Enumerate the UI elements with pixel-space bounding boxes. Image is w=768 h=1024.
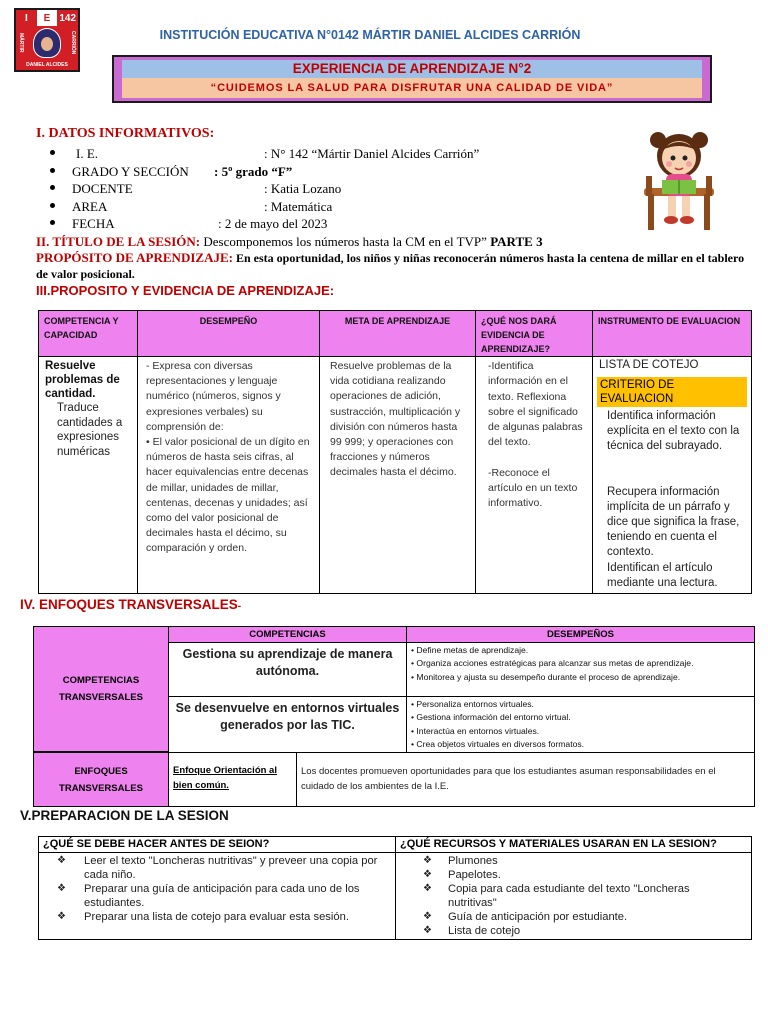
- list-item: ❖ Plumones: [423, 855, 498, 867]
- purpose-evidence-table: [38, 310, 752, 594]
- evidencia-cell: [475, 357, 593, 594]
- enfoques-transversales-label: ENFOQUES TRANSVERSALES: [33, 752, 169, 807]
- session-title-line: [36, 234, 543, 250]
- desempenos-autonoma: [406, 642, 755, 697]
- criterio-item-3: Identifican el artículo mediante una lectura.: [607, 562, 718, 589]
- before-session-list: [39, 854, 385, 924]
- info-label: DOCENTE: [72, 181, 133, 196]
- logo-portrait-icon: [33, 28, 61, 58]
- diamond-bullet-icon: ❖: [423, 911, 432, 922]
- info-value: : Matemática: [264, 199, 333, 214]
- criterio-label: CRITERIO DE EVALUACION: [597, 377, 747, 407]
- session-preparation-table: [38, 836, 752, 940]
- info-value: : N° 142 “Mártir Daniel Alcides Carrión”: [264, 146, 480, 161]
- diamond-bullet-icon: ❖: [57, 855, 66, 866]
- header-before-session: ¿QUÉ SE DEBE HACER ANTES DE SEION?: [39, 837, 395, 853]
- desempenos-tic: [406, 696, 755, 753]
- bullet-icon: [50, 203, 55, 208]
- competencia-cell: [38, 357, 138, 594]
- info-label: FECHA: [72, 216, 115, 231]
- diamond-bullet-icon: ❖: [423, 869, 432, 880]
- competencia-autonoma: Gestiona su aprendizaje de manera autónoma.: [168, 642, 407, 697]
- header-desempenos: DESEMPEÑOS: [406, 626, 755, 643]
- competencias-transversales-label: COMPETENCIAS TRANSVERSALES: [33, 626, 169, 752]
- desempeno-item: • Personaliza entornos virtuales.: [411, 699, 534, 709]
- table-bottom-border: [38, 593, 752, 594]
- desempeno-item: • Gestiona información del entorno virtual.: [411, 712, 571, 723]
- logo-right-text: CARRIÓN: [70, 31, 76, 55]
- desempeno-item: • Organiza acciones estratégicas para alcanzar sus metas de aprendizaje.: [411, 658, 694, 669]
- purpose-paragraph: [36, 250, 752, 282]
- list-item: ❖ Copia para cada estudiante del texto "Loncheras nutritivas": [423, 883, 690, 909]
- session-title-parte: PARTE 3: [490, 234, 543, 249]
- competencia-title: Resuelve problemas de cantidad.: [45, 360, 120, 400]
- transversal-table: [33, 626, 755, 808]
- logo-number: 142: [57, 10, 78, 26]
- list-item: ❖ Preparar una guía de anticipación para cada uno de los estudiantes.: [57, 883, 360, 909]
- list-item: ❖ Leer el texto "Loncheras nutritivas" y preveer una copia por cada niño.: [57, 855, 378, 881]
- header-resources: ¿QUÉ RECURSOS Y MATERIALES USARAN EN LA SESION?: [396, 837, 751, 853]
- competencia-tic: Se desenvuelve en entornos virtuales generados por las TIC.: [168, 696, 407, 753]
- info-value: : 5º grado “F”: [214, 164, 293, 179]
- info-label: I. E.: [76, 146, 99, 161]
- institution-title: INSTITUCIÓN EDUCATIVA N°0142 MÁRTIR DANIEL ALCIDES CARRIÓN: [159, 28, 581, 42]
- experience-title: EXPERIENCIA DE APRENDIZAJE N°2: [122, 60, 702, 78]
- header-evidencia: ¿QUÉ NOS DARÁ EVIDENCIA DE APRENDIZAJE?: [475, 310, 593, 357]
- diamond-bullet-icon: ❖: [423, 925, 432, 936]
- enfoque-name: Enfoque Orientación al bien común.: [168, 752, 297, 807]
- section4-heading-dash: -: [237, 601, 242, 612]
- list-item: ❖ Papelotes.: [423, 869, 501, 881]
- header-desempeno: DESEMPEÑO: [137, 310, 320, 357]
- session-title-label: II. TÍTULO DE LA SESIÓN:: [36, 234, 201, 249]
- criterio-item-1: Identifica información explícita en el texto con la técnica del subrayado.: [607, 410, 740, 452]
- list-item: ❖ Lista de cotejo: [423, 925, 521, 937]
- desempeno-cell: [137, 357, 320, 594]
- desempeno-item: • Define metas de aprendizaje.: [411, 645, 529, 655]
- meta-cell: [319, 357, 476, 594]
- experience-subtitle: “CUIDEMOS LA SALUD PARA DISFRUTAR UNA CALIDAD DE VIDA”: [122, 78, 702, 98]
- desempeno-item: • Interactúa en entornos virtuales.: [411, 725, 540, 736]
- evidencia-text-1: -Identifica información en el texto. Reflexiona sobre el significado de algunas palabras del texto.: [488, 360, 583, 449]
- competencia-text: Traduce cantidades a expresiones numéricas: [57, 402, 123, 458]
- info-value: : Katia Lozano: [264, 181, 342, 196]
- purpose-label: PROPÓSITO DE APRENDIZAJE:: [36, 250, 233, 265]
- desempeno-intro: - Expresa con diversas representaciones y lenguaje numérico (números, signos y expresiones verbales) su comprensión de:: [146, 360, 281, 433]
- resources-list: [396, 854, 736, 938]
- purpose-text: En esta oportunidad, los niños y niñas reconocerán números hasta la centena de millar en el tablero de valor posicional.: [36, 251, 745, 281]
- info-label: GRADO Y SECCIÓN: [72, 164, 189, 179]
- diamond-bullet-icon: ❖: [423, 855, 432, 866]
- bullet-icon: [50, 150, 55, 155]
- logo-left-text: MÁRTIR: [18, 33, 24, 53]
- header-competencias: COMPETENCIAS: [168, 626, 407, 643]
- logo-bottom-text: DANIEL ALCIDES: [16, 60, 78, 70]
- desempeno-item: • Monitorea y ajusta su desempeño durante el proceso de aprendizaje.: [411, 671, 681, 682]
- diamond-bullet-icon: ❖: [57, 911, 66, 922]
- diamond-bullet-icon: ❖: [57, 883, 66, 894]
- desempeno-detail: • El valor posicional de un dígito en números de hasta seis cifras, al hacer equivalencias entre decenas de millar, unidades de millar, centenas, decenas y unidades; así como del valor posicional de decimales hasta el décimo, su comparación y orden.: [146, 436, 310, 555]
- bullet-icon: [50, 185, 55, 190]
- meta-text: Resuelve problemas de la vida cotidiana realizando operaciones de adición, sustracción, multiplicación y división con números hasta 99 999; y operaciones con fracciones y números decimales hasta el décimo.: [330, 360, 461, 479]
- diamond-bullet-icon: ❖: [423, 883, 432, 894]
- section4-heading: [20, 597, 241, 612]
- bullet-icon: [50, 220, 55, 225]
- list-item: ❖ Guía de anticipación por estudiante.: [423, 911, 628, 923]
- desempeno-item: • Crea objetos virtuales en diversos formatos.: [411, 739, 585, 750]
- evidencia-text-2: -Reconoce el artículo en un texto informativo.: [488, 466, 578, 510]
- section4-heading-text: IV. ENFOQUES TRANSVERSALES: [20, 597, 238, 612]
- list-item: ❖ Preparar una lista de cotejo para evaluar esta sesión.: [57, 911, 349, 923]
- header-competencia: COMPETENCIA Y CAPACIDAD: [38, 310, 138, 357]
- experience-banner: [112, 55, 712, 103]
- girl-reading-icon: [638, 128, 720, 232]
- logo-letter-i: I: [16, 10, 37, 26]
- info-label: AREA: [72, 199, 108, 214]
- enfoque-description: Los docentes promueven oportunidades para que los estudiantes asuman responsabilidades en el cuidado de los ambientes de la I.E.: [296, 752, 755, 807]
- instrumento-cell: [592, 357, 752, 594]
- logo-letter-e: E: [37, 10, 58, 26]
- datos-heading: I. DATOS INFORMATIVOS:: [36, 126, 215, 141]
- header-meta: META DE APRENDIZAJE: [319, 310, 476, 357]
- section5-heading: V.PREPARACION DE LA SESION: [20, 808, 229, 823]
- info-value: : 2 de mayo del 2023: [218, 216, 328, 231]
- section3-heading: III.PROPOSITO Y EVIDENCIA DE APRENDIZAJE:: [36, 283, 335, 298]
- header-instrumento: INSTRUMENTO DE EVALUACION: [592, 310, 752, 357]
- criterio-item-2: Recupera información implícita de un párrafo y dice que significa la frase, teniendo en cuenta el contexto.: [607, 486, 740, 558]
- instrumento-text: LISTA DE COTEJO: [599, 359, 699, 371]
- school-logo: [14, 8, 80, 72]
- session-title-text: Descomponemos los números hasta la CM en el TVP”: [200, 234, 491, 249]
- bullet-icon: [50, 168, 55, 173]
- girl-reading-illustration: [638, 128, 720, 232]
